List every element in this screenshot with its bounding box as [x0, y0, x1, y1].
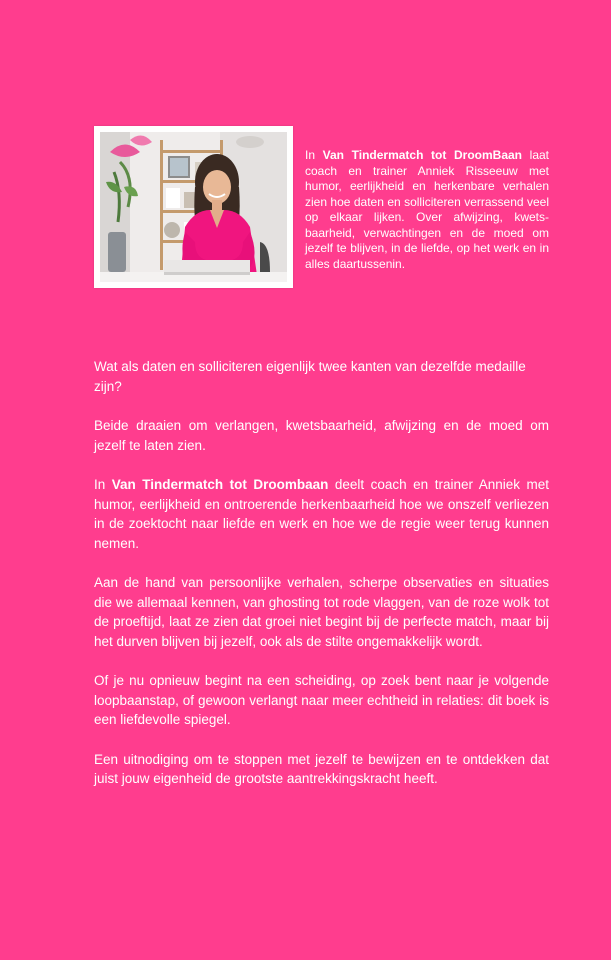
- blurb-paragraph-6: Een uitnodiging om te stoppen met jezelf te bewijzen en te ontdekken dat juist jouw eigenheid de grootste aantrekkingskracht heeft.: [94, 751, 549, 786]
- author-photo-frame: [94, 126, 293, 288]
- intro-book-title: Van Tindermatch tot DroomBaan: [322, 148, 523, 162]
- intro-text: laat coach en trainer Anniek Risseeuw met humor, eerlijkheid en herkenbare verhalen zien hoe daten en solliciteren verrassend veel op elkaar lijken. Over afwijzing, kwetsbaarheid, verwachtingen en de moed om jezelf te blijven, in de liefde, op het werk en in alles daartussenin.: [305, 148, 549, 271]
- intro-prefix: In: [305, 148, 323, 162]
- author-photo: [100, 132, 287, 282]
- blurb-paragraph-4: Aan de hand van persoonlijke verhalen, scherpe observaties en situaties die we allemaal kennen, van ghosting tot rode vlaggen, van de roze wolk tot de proeftijd, laat ze zien dat groei niet begint bij de perfecte match, maar bij het durven blijven bij jezelf, ook als de stilte ongemakkelijk wordt.: [94, 575, 549, 649]
- intro-paragraph: [305, 148, 549, 272]
- blurb-paragraph-1: Wat als daten en solliciteren eigenlijk twee kanten van dezelfde medaille zijn?: [94, 359, 526, 394]
- blurb-paragraph-2: Beide draaien om verlangen, kwetsbaarheid, afwijzing en de moed om jezelf te laten zien.: [94, 418, 549, 453]
- p3-book-title: Van Tindermatch tot Droombaan: [111, 477, 329, 492]
- blurb-paragraph-5: Of je nu opnieuw begint na een scheiding, op zoek bent naar je volgende loopbaanstap, of gewoon verlangt naar meer echtheid in relaties: dit boek is een liefdevolle spiegel.: [94, 673, 549, 727]
- p3-text: deelt coach en trainer Anniek met humor, eerlijkheid en ontroerende herkenbaarheid hoe we onszelf verliezen in de zoektocht naar liefde en werk en hoe we de regie weer terug kunnen nemen.: [94, 477, 550, 551]
- p3-prefix: In: [94, 477, 112, 492]
- blurb-paragraph-3: [94, 475, 549, 553]
- blurb-body: [94, 357, 549, 809]
